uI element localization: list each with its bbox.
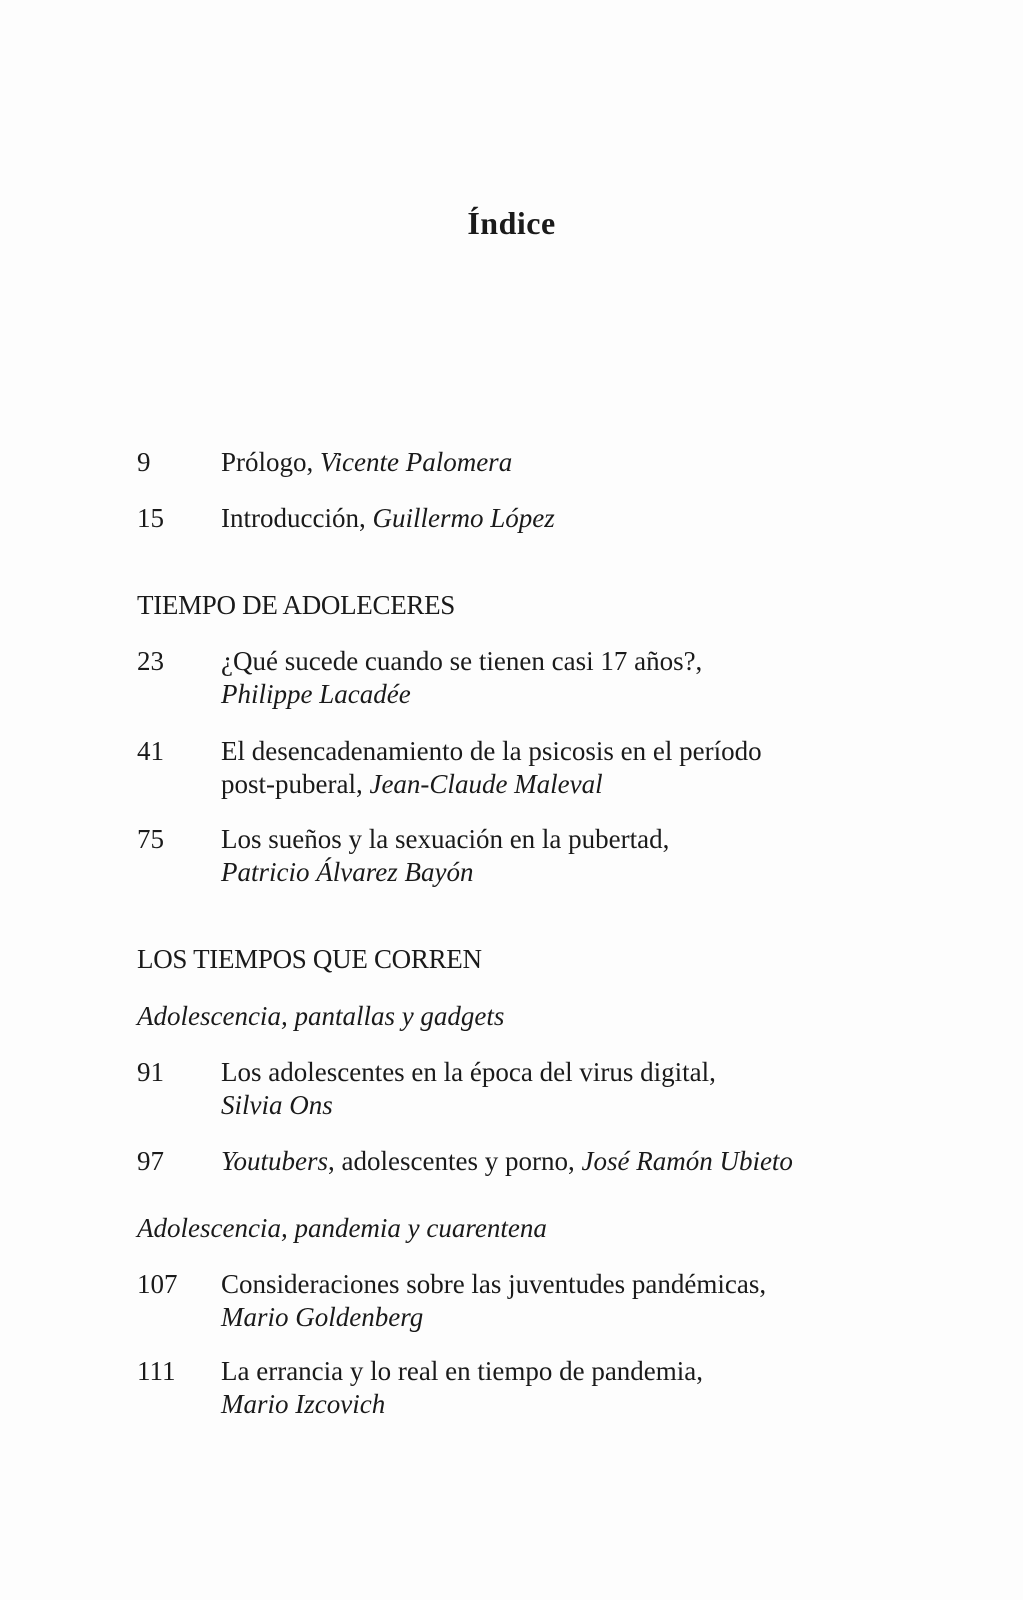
entry-title: Los adolescentes en la época del virus digital, [221, 1057, 716, 1087]
page-title: Índice [467, 205, 556, 241]
entry-author: Philippe Lacadée [221, 679, 411, 709]
entry-title: ¿Qué sucede cuando se tienen casi 17 años?, [221, 646, 703, 676]
entry-text [221, 1145, 881, 1178]
page-number: 9 [137, 447, 151, 477]
section-heading: LOS TIEMPOS QUE CORREN [137, 944, 482, 974]
toc-entry [137, 1056, 877, 1122]
entry-text [221, 735, 881, 801]
entry-title: El desencadenamiento de la psicosis en el período [221, 736, 762, 766]
toc-entry [137, 645, 877, 711]
page-number: 75 [137, 824, 164, 854]
entry-text [221, 502, 881, 535]
toc-entry [137, 1355, 877, 1421]
toc-entry [137, 1268, 877, 1334]
entry-text [221, 446, 881, 479]
entry-title: Introducción, [221, 503, 373, 533]
entry-title: Consideraciones sobre las juventudes pandémicas, [221, 1269, 767, 1299]
entry-title: La errancia y lo real en tiempo de pandemia, [221, 1356, 704, 1386]
section-heading: TIEMPO DE ADOLECERES [137, 590, 456, 620]
subsection-heading: Adolescencia, pantallas y gadgets [137, 1001, 505, 1031]
entry-text [221, 1268, 881, 1334]
toc-entry [137, 823, 877, 889]
entry-author: Patricio Álvarez Bayón [221, 857, 474, 887]
entry-text [221, 823, 881, 889]
page-number: 111 [137, 1356, 176, 1386]
entry-author: Mario Izcovich [221, 1389, 386, 1419]
page-number: 97 [137, 1146, 164, 1176]
entry-text [221, 1056, 881, 1122]
entry-title: Los sueños y la sexuación en la pubertad, [221, 824, 670, 854]
entry-title: Prólogo, [221, 447, 321, 477]
page-number: 41 [137, 736, 164, 766]
entry-author: José Ramón Ubieto [581, 1146, 793, 1176]
toc-entry [137, 735, 877, 801]
page-number: 107 [137, 1269, 178, 1299]
page-number: 15 [137, 503, 164, 533]
page-number: 91 [137, 1057, 164, 1087]
entry-author: Mario Goldenberg [221, 1302, 424, 1332]
entry-author: Jean-Claude Maleval [369, 769, 603, 799]
entry-text [221, 1355, 881, 1421]
entry-title: , adolescentes y porno, [328, 1146, 582, 1176]
subsection-heading: Adolescencia, pandemia y cuarentena [137, 1213, 547, 1243]
page-number: 23 [137, 646, 164, 676]
entry-title-cont: post-puberal, [221, 769, 370, 799]
entry-text [221, 645, 881, 711]
entry-title-italic: Youtubers [221, 1146, 329, 1176]
entry-author: Silvia Ons [221, 1090, 333, 1120]
entry-author: Guillermo López [372, 503, 555, 533]
entry-author: Vicente Palomera [320, 447, 513, 477]
